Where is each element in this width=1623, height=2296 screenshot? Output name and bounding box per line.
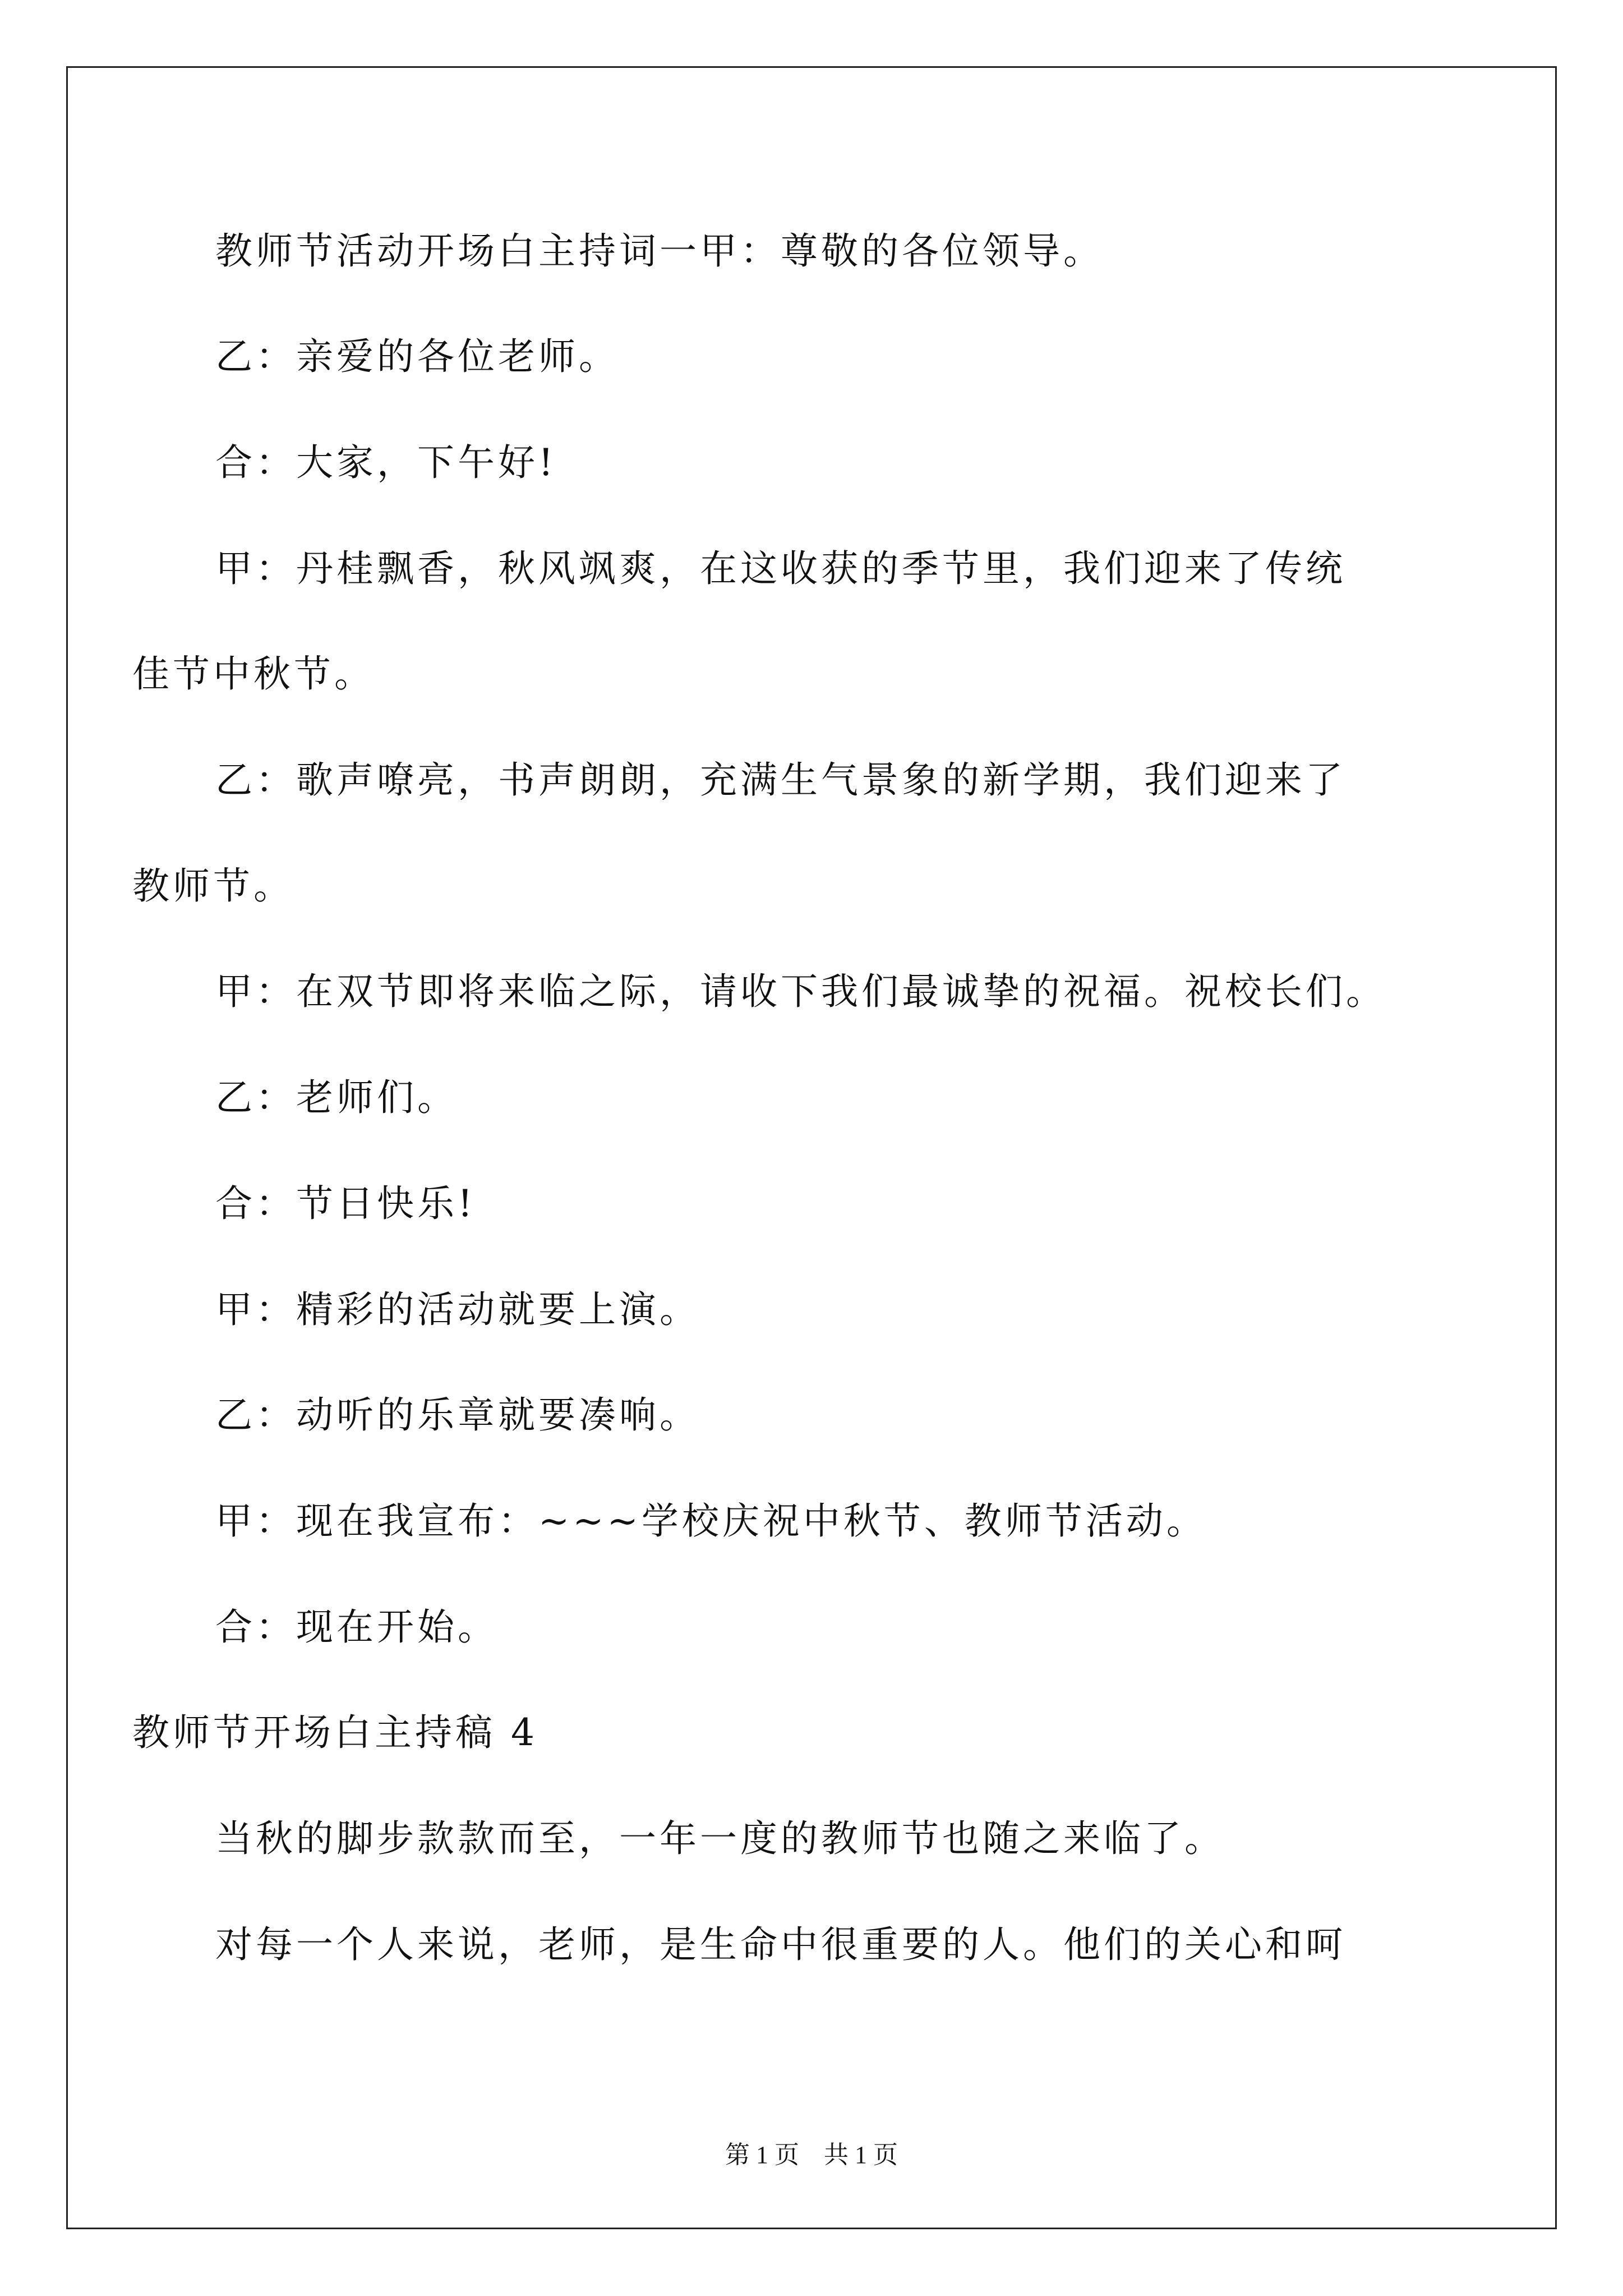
paragraph: 甲：丹桂飘香，秋风飒爽，在这收获的季节里，我们迎来了传统 [215, 547, 1346, 590]
paragraph-continuation: 佳节中秋节。 [132, 652, 375, 696]
paragraph: 乙：老师们。 [215, 1076, 458, 1119]
paragraph: 教师节活动开场白主持词一甲：尊敬的各位领导。 [215, 229, 1104, 273]
paragraph: 乙：歌声嘹亮，书声朗朗，充满生气景象的新学期，我们迎来了 [215, 758, 1346, 802]
paragraph-continuation: 教师节。 [132, 864, 294, 908]
paragraph: 乙：动听的乐章就要凑响。 [215, 1393, 700, 1437]
section-heading: 教师节开场白主持稿 4 [132, 1711, 538, 1754]
paragraph: 合：大家，下午好! [215, 441, 557, 484]
paragraph: 甲：现在我宣布：~~~学校庆祝中秋节、教师节活动。 [215, 1499, 1207, 1543]
paragraph: 合：节日快乐! [215, 1182, 476, 1225]
paragraph: 乙：亲爱的各位老师。 [215, 335, 619, 378]
paragraph: 对每一个人来说，老师，是生命中很重要的人。他们的关心和呵 [215, 1923, 1346, 1966]
page-border [66, 66, 1557, 2229]
paragraph: 甲：精彩的活动就要上演。 [215, 1288, 700, 1331]
paragraph: 当秋的脚步款款而至，一年一度的教师节也随之来临了。 [215, 1817, 1225, 1860]
paragraph: 甲：在双节即将来临之际，请收下我们最诚挚的祝福。祝校长们。 [215, 970, 1386, 1013]
page-footer: 第 1 页 共 1 页 [725, 2141, 898, 2169]
paragraph: 合：现在开始。 [215, 1605, 498, 1649]
